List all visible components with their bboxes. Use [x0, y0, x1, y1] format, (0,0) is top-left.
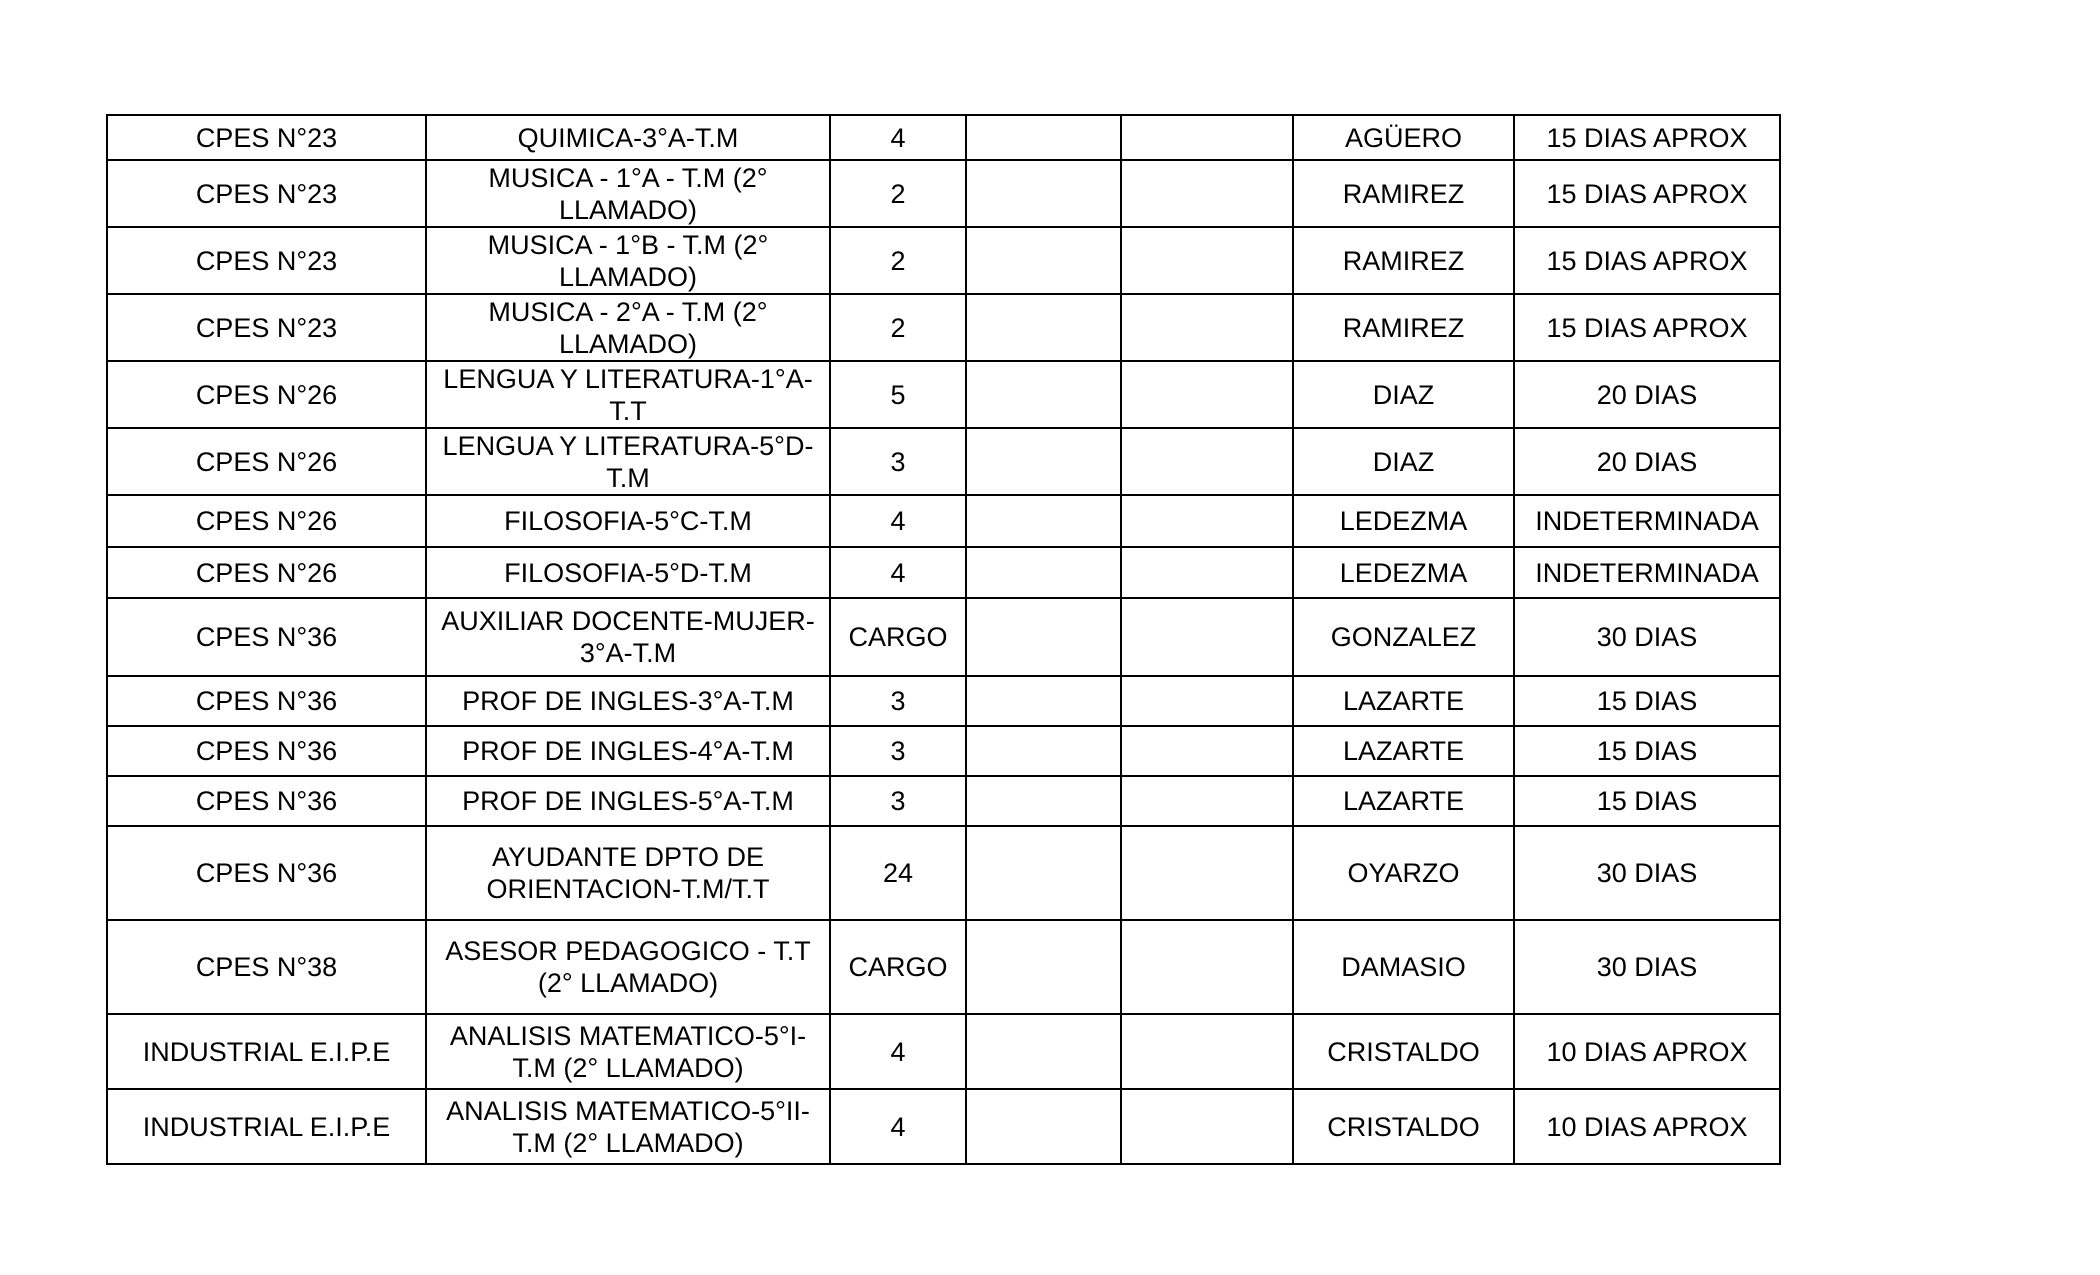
- table-row: [107, 776, 1780, 826]
- subject-cell: AYUDANTE DPTO DE ORIENTACION-T.M/T.T: [426, 826, 830, 920]
- empty-cell-a: [966, 160, 1121, 227]
- empty-cell-b: [1121, 160, 1293, 227]
- subject-cell: FILOSOFIA-5°C-T.M: [426, 495, 830, 547]
- teacher-cell: DAMASIO: [1293, 920, 1514, 1014]
- empty-cell-a: [966, 115, 1121, 160]
- school-cell: INDUSTRIAL E.I.P.E: [107, 1014, 426, 1089]
- teacher-cell: OYARZO: [1293, 826, 1514, 920]
- hours-cell: CARGO: [830, 598, 966, 676]
- empty-cell-a: [966, 826, 1121, 920]
- teacher-cell: AGÜERO: [1293, 115, 1514, 160]
- table-row: [107, 676, 1780, 726]
- table-row: [107, 428, 1780, 495]
- teacher-cell: CRISTALDO: [1293, 1089, 1514, 1164]
- teacher-cell: CRISTALDO: [1293, 1014, 1514, 1089]
- empty-cell-b: [1121, 495, 1293, 547]
- empty-cell-b: [1121, 676, 1293, 726]
- subject-cell: MUSICA - 1°B - T.M (2° LLAMADO): [426, 227, 830, 294]
- duration-cell: 15 DIAS: [1514, 726, 1780, 776]
- empty-cell-b: [1121, 294, 1293, 361]
- teacher-cell: RAMIREZ: [1293, 294, 1514, 361]
- school-cell: CPES N°23: [107, 115, 426, 160]
- subject-cell: ASESOR PEDAGOGICO - T.T (2° LLAMADO): [426, 920, 830, 1014]
- hours-cell: 24: [830, 826, 966, 920]
- empty-cell-b: [1121, 547, 1293, 598]
- duration-cell: 15 DIAS APROX: [1514, 160, 1780, 227]
- empty-cell-a: [966, 776, 1121, 826]
- subject-cell: QUIMICA-3°A-T.M: [426, 115, 830, 160]
- table-row: [107, 227, 1780, 294]
- empty-cell-b: [1121, 227, 1293, 294]
- subject-cell: ANALISIS MATEMATICO-5°II-T.M (2° LLAMADO): [426, 1089, 830, 1164]
- vacancy-table: [106, 114, 1781, 1165]
- duration-cell: 15 DIAS APROX: [1514, 227, 1780, 294]
- empty-cell-a: [966, 227, 1121, 294]
- subject-cell: AUXILIAR DOCENTE-MUJER-3°A-T.M: [426, 598, 830, 676]
- hours-cell: 5: [830, 361, 966, 428]
- duration-cell: 30 DIAS: [1514, 598, 1780, 676]
- duration-cell: 10 DIAS APROX: [1514, 1014, 1780, 1089]
- duration-cell: 20 DIAS: [1514, 428, 1780, 495]
- subject-cell: PROF DE INGLES-3°A-T.M: [426, 676, 830, 726]
- empty-cell-a: [966, 1089, 1121, 1164]
- table-row: [107, 160, 1780, 227]
- subject-cell: MUSICA - 1°A - T.M (2° LLAMADO): [426, 160, 830, 227]
- table-row: [107, 598, 1780, 676]
- teacher-cell: LAZARTE: [1293, 676, 1514, 726]
- hours-cell: 4: [830, 115, 966, 160]
- school-cell: CPES N°38: [107, 920, 426, 1014]
- table-row: [107, 294, 1780, 361]
- empty-cell-a: [966, 676, 1121, 726]
- teacher-cell: RAMIREZ: [1293, 160, 1514, 227]
- empty-cell-b: [1121, 115, 1293, 160]
- hours-cell: 2: [830, 227, 966, 294]
- school-cell: CPES N°36: [107, 826, 426, 920]
- subject-cell: LENGUA Y LITERATURA-5°D-T.M: [426, 428, 830, 495]
- hours-cell: 4: [830, 495, 966, 547]
- duration-cell: 15 DIAS: [1514, 676, 1780, 726]
- empty-cell-a: [966, 495, 1121, 547]
- table-row: [107, 495, 1780, 547]
- duration-cell: 15 DIAS APROX: [1514, 115, 1780, 160]
- school-cell: CPES N°26: [107, 495, 426, 547]
- school-cell: INDUSTRIAL E.I.P.E: [107, 1089, 426, 1164]
- teacher-cell: DIAZ: [1293, 361, 1514, 428]
- duration-cell: INDETERMINADA: [1514, 495, 1780, 547]
- empty-cell-a: [966, 1014, 1121, 1089]
- duration-cell: 10 DIAS APROX: [1514, 1089, 1780, 1164]
- table-row: [107, 726, 1780, 776]
- hours-cell: 2: [830, 294, 966, 361]
- teacher-cell: RAMIREZ: [1293, 227, 1514, 294]
- subject-cell: PROF DE INGLES-5°A-T.M: [426, 776, 830, 826]
- school-cell: CPES N°36: [107, 676, 426, 726]
- subject-cell: LENGUA Y LITERATURA-1°A-T.T: [426, 361, 830, 428]
- empty-cell-a: [966, 920, 1121, 1014]
- duration-cell: INDETERMINADA: [1514, 547, 1780, 598]
- school-cell: CPES N°36: [107, 776, 426, 826]
- hours-cell: 3: [830, 776, 966, 826]
- empty-cell-a: [966, 547, 1121, 598]
- empty-cell-a: [966, 598, 1121, 676]
- hours-cell: 3: [830, 428, 966, 495]
- table-row: [107, 1014, 1780, 1089]
- duration-cell: 30 DIAS: [1514, 920, 1780, 1014]
- table-row: [107, 1089, 1780, 1164]
- empty-cell-b: [1121, 776, 1293, 826]
- hours-cell: 3: [830, 676, 966, 726]
- hours-cell: 2: [830, 160, 966, 227]
- teacher-cell: LEDEZMA: [1293, 495, 1514, 547]
- teacher-cell: DIAZ: [1293, 428, 1514, 495]
- empty-cell-a: [966, 361, 1121, 428]
- subject-cell: FILOSOFIA-5°D-T.M: [426, 547, 830, 598]
- school-cell: CPES N°23: [107, 294, 426, 361]
- table-row: [107, 361, 1780, 428]
- duration-cell: 15 DIAS: [1514, 776, 1780, 826]
- subject-cell: PROF DE INGLES-4°A-T.M: [426, 726, 830, 776]
- empty-cell-b: [1121, 598, 1293, 676]
- empty-cell-a: [966, 428, 1121, 495]
- empty-cell-b: [1121, 920, 1293, 1014]
- empty-cell-b: [1121, 726, 1293, 776]
- school-cell: CPES N°26: [107, 547, 426, 598]
- teacher-cell: LAZARTE: [1293, 776, 1514, 826]
- hours-cell: 3: [830, 726, 966, 776]
- school-cell: CPES N°23: [107, 227, 426, 294]
- hours-cell: 4: [830, 1089, 966, 1164]
- school-cell: CPES N°26: [107, 361, 426, 428]
- school-cell: CPES N°23: [107, 160, 426, 227]
- teacher-cell: LEDEZMA: [1293, 547, 1514, 598]
- empty-cell-b: [1121, 826, 1293, 920]
- duration-cell: 20 DIAS: [1514, 361, 1780, 428]
- subject-cell: ANALISIS MATEMATICO-5°I-T.M (2° LLAMADO): [426, 1014, 830, 1089]
- empty-cell-b: [1121, 428, 1293, 495]
- table-row: [107, 920, 1780, 1014]
- hours-cell: 4: [830, 547, 966, 598]
- duration-cell: 30 DIAS: [1514, 826, 1780, 920]
- empty-cell-b: [1121, 1089, 1293, 1164]
- table-row: [107, 115, 1780, 160]
- subject-cell: MUSICA - 2°A - T.M (2° LLAMADO): [426, 294, 830, 361]
- empty-cell-a: [966, 294, 1121, 361]
- empty-cell-b: [1121, 361, 1293, 428]
- school-cell: CPES N°26: [107, 428, 426, 495]
- table-row: [107, 547, 1780, 598]
- school-cell: CPES N°36: [107, 598, 426, 676]
- duration-cell: 15 DIAS APROX: [1514, 294, 1780, 361]
- teacher-cell: LAZARTE: [1293, 726, 1514, 776]
- school-cell: CPES N°36: [107, 726, 426, 776]
- table-row: [107, 826, 1780, 920]
- teacher-cell: GONZALEZ: [1293, 598, 1514, 676]
- empty-cell-b: [1121, 1014, 1293, 1089]
- empty-cell-a: [966, 726, 1121, 776]
- hours-cell: CARGO: [830, 920, 966, 1014]
- hours-cell: 4: [830, 1014, 966, 1089]
